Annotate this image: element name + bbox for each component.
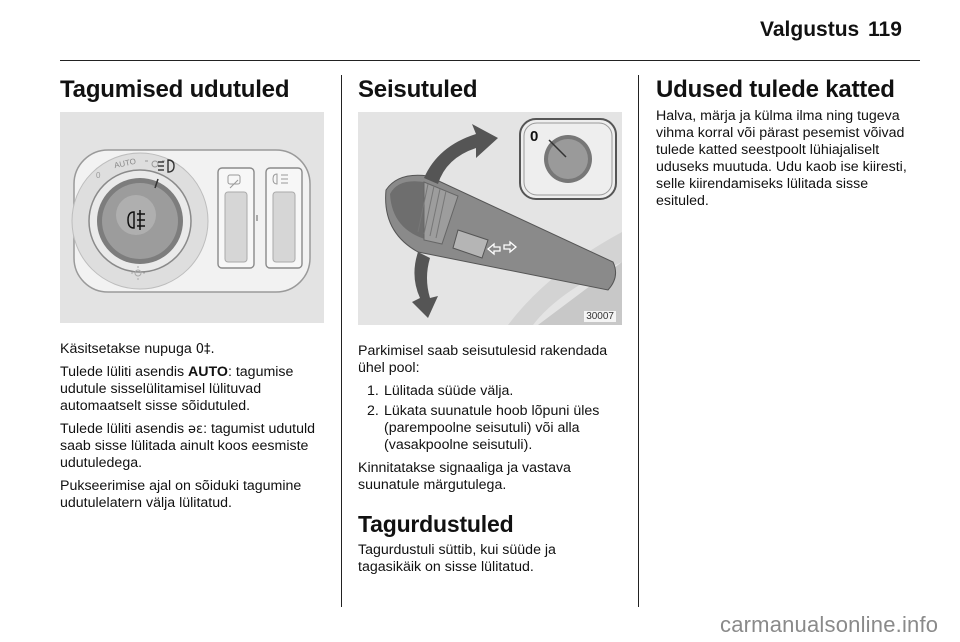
column-misted-covers [656, 76, 924, 216]
front-fog-symbol: əε [188, 422, 204, 437]
watermark: carmanualsonline.info [720, 612, 939, 637]
page-number: 119 [868, 18, 902, 41]
turn-signal-lever-figure [358, 112, 622, 325]
inset-zero-label: 0 [530, 128, 539, 145]
parking-note: Kinnitatakse signaaliga ja vastava suunatule märgutulega. [358, 460, 571, 493]
column-rear-fog-lights [60, 76, 324, 518]
auto-bold: AUTO [188, 364, 228, 380]
section-heading: Udused tulede katted [656, 76, 895, 103]
paragraph-auto: Tulede lüliti asendis AUTO: tagumise udutule sisselülitamisel lülituvad automaatselt sisse sõidutuled. [60, 364, 294, 414]
reverse-text: Tagurdustuli süttib, kui süüde ja tagasikäik on sisse lülitatud. [358, 542, 556, 575]
light-switch-figure [60, 112, 324, 323]
header-title: Valgustus [760, 18, 860, 41]
misted-covers-text: Halva, märja ja külma ilma ning tugeva vihma korral või pärast pesemist võivad tulede katted seestpoolt lühiajaliselt uduseks muutuda. Udu kaob ise kiiresti, selle kiirendamiseks lülitada sisse esituled. [656, 108, 907, 209]
paragraph-fog-switch: Käsitsetakse nupuga 0‡. [60, 341, 215, 357]
section-heading: Tagumised udutuled [60, 76, 290, 103]
parking-steps [358, 383, 622, 454]
auto-label: AUTO [113, 156, 137, 171]
paragraph-towing: Pukseerimise ajal on sõiduki tagumine udutulelatern välja lülitatud. [60, 478, 302, 511]
zero-label: 0 [96, 171, 101, 180]
figure-number: 30007 [586, 311, 614, 322]
column-parking-lights [358, 76, 622, 582]
section-heading: Seisutuled [358, 76, 478, 103]
column-divider [638, 75, 639, 607]
paragraph-fog-front: Tulede lüliti asendis əε: tagumist udutuld saab sisse lülitada ainult koos eesmiste udutuledega. [60, 421, 316, 471]
list-item: 1. Lülitada süüde välja. [367, 383, 514, 399]
list-item: 2. Lükata suunatule hoob lõpuni üles (parempoolne seisutuli) või alla (vasakpoolne seisutuli). [367, 403, 600, 453]
column-divider [341, 75, 342, 607]
parking-intro: Parkimisel saab seisutulesid rakendada ühel pool: [358, 343, 608, 376]
section-heading-reverse: Tagurdustuled [358, 511, 514, 537]
rear-fog-symbol: 0‡. [195, 342, 215, 357]
header-rule [60, 60, 920, 61]
